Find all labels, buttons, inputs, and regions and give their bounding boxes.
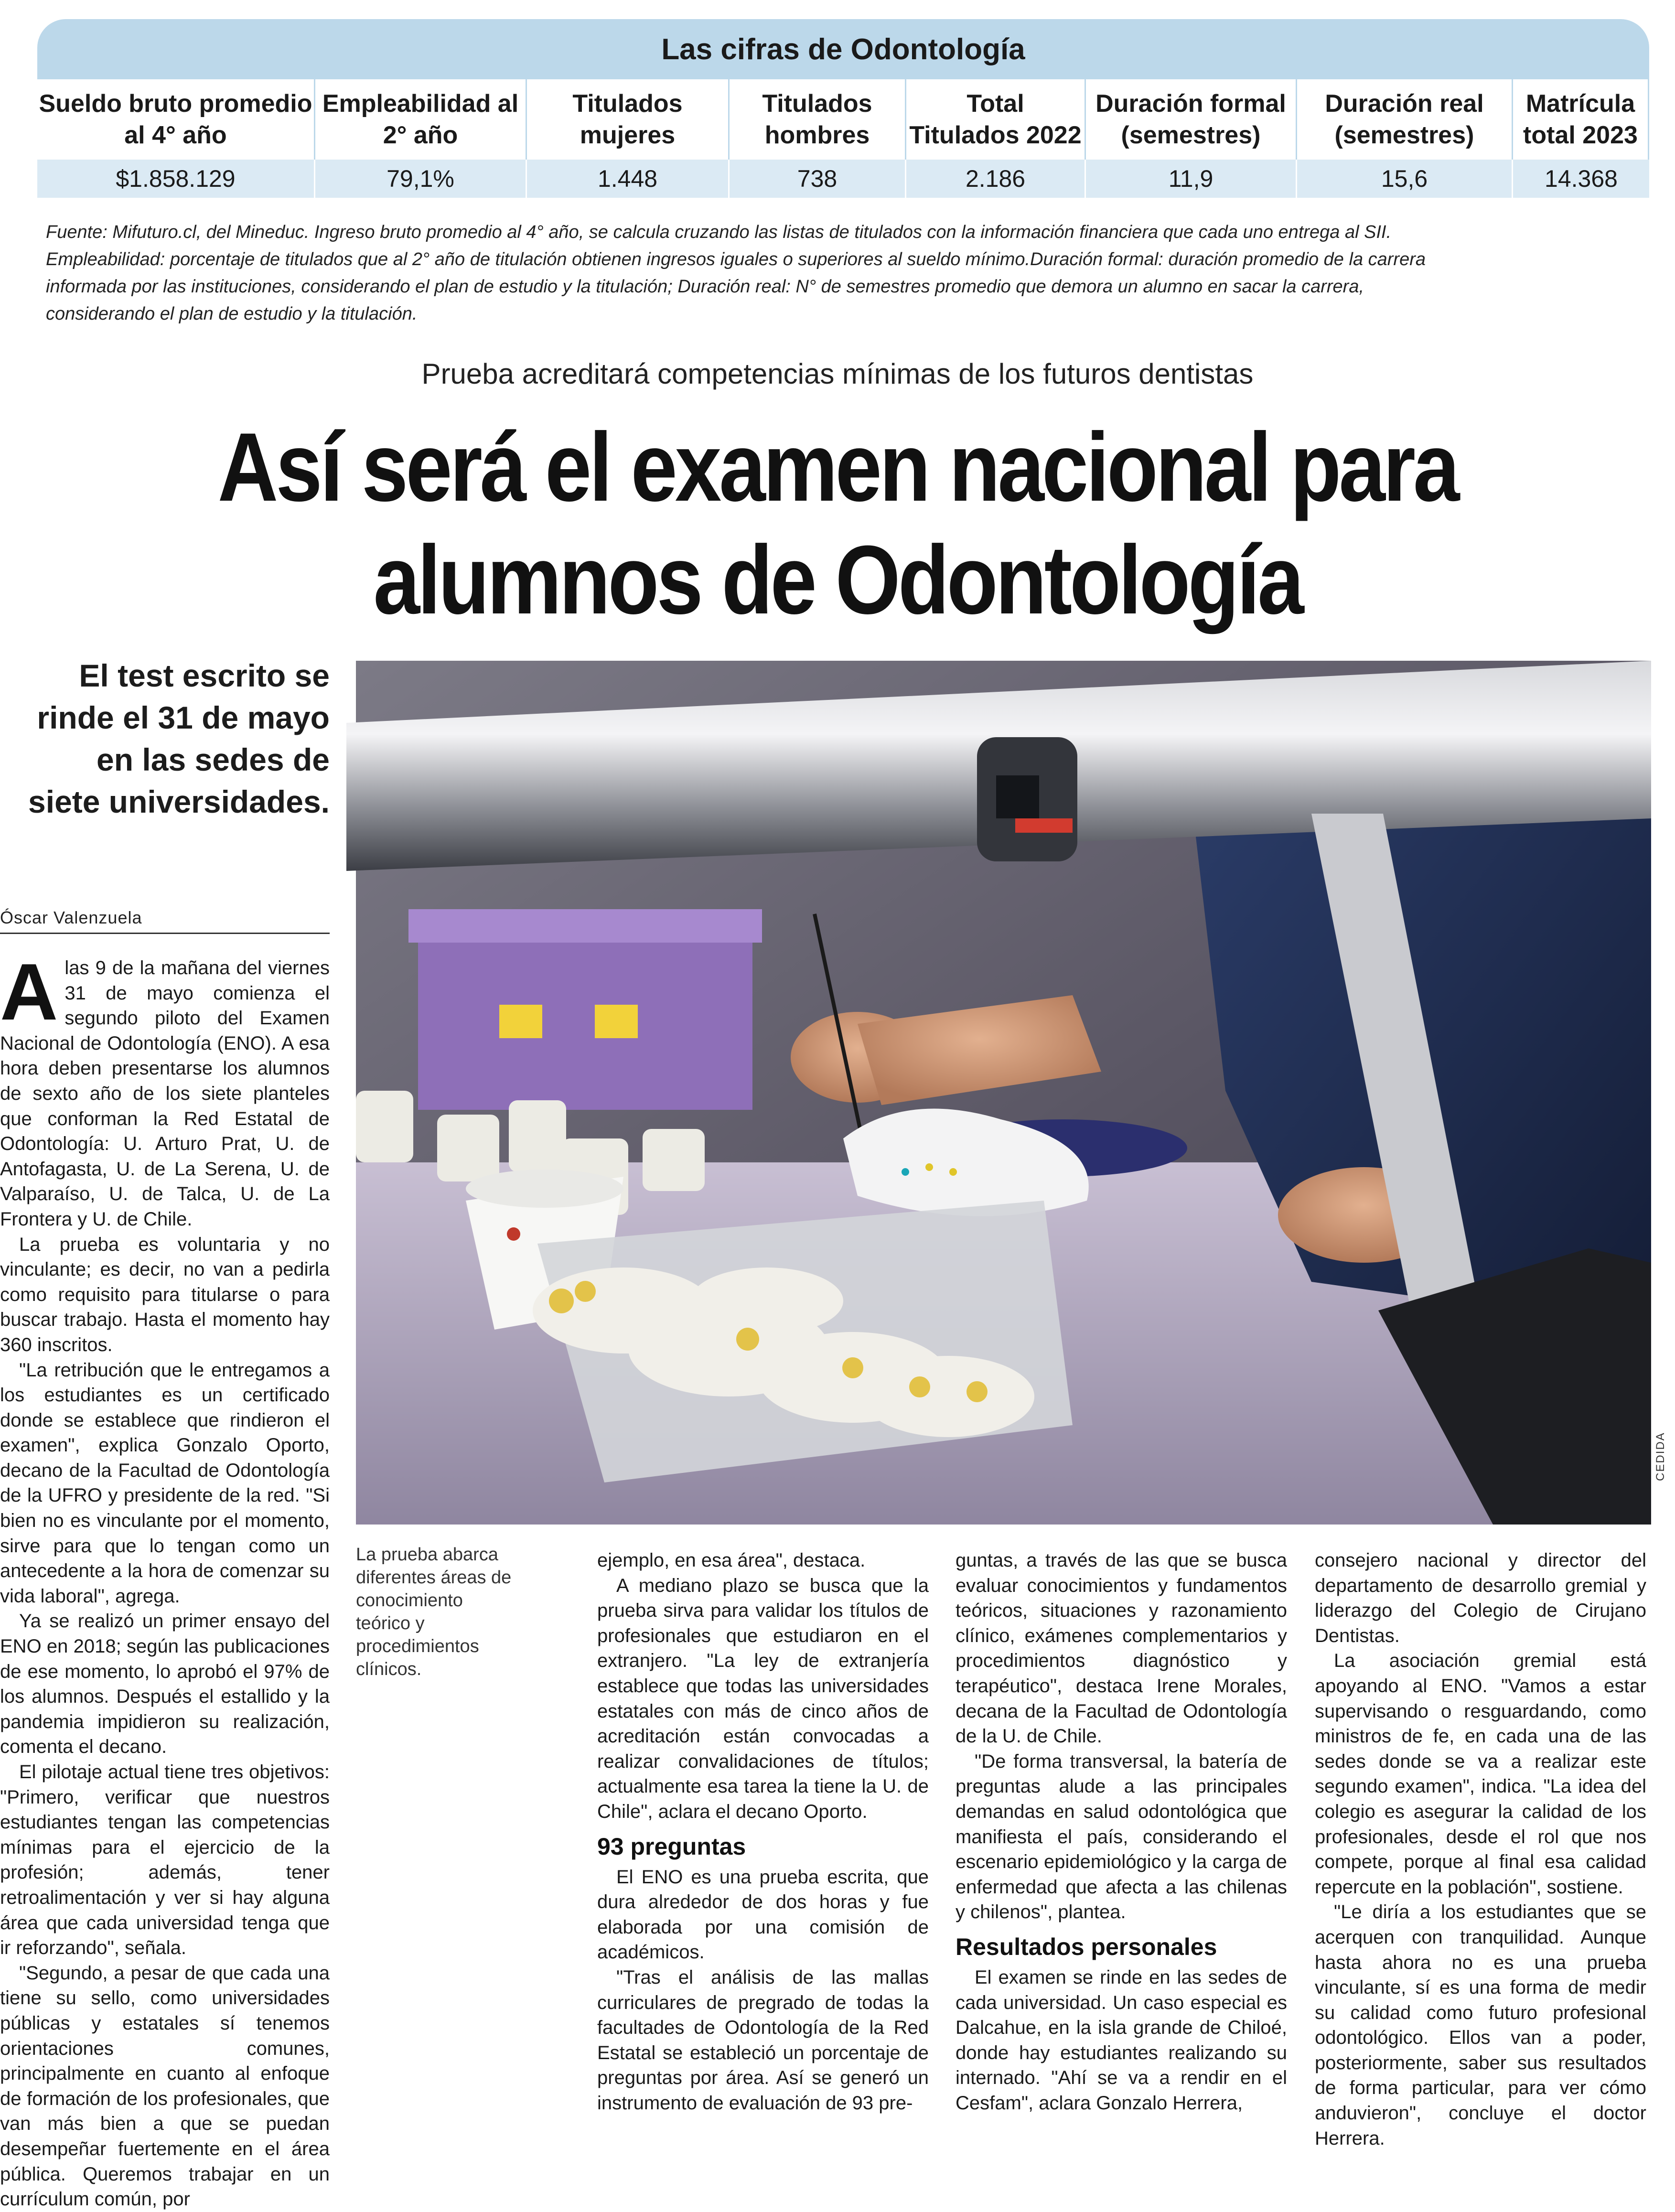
stats-header: Titulados hombres <box>730 79 906 160</box>
article-paragraph: La prueba es voluntaria y no vinculante; es decir, no van a pedirla como requisito para titularse o para buscar trabajo. Hasta el momento hay 360 inscritos. <box>0 1234 330 1355</box>
article-paragraph: ejemplo, en esa área", destaca. <box>597 1550 866 1571</box>
stats-header: Total Titulados 2022 <box>906 79 1086 160</box>
drop-cap: A <box>0 947 58 1037</box>
article-paragraph: "De forma transversal, la batería de preguntas alude a las principales demandas en salud odontológica que manifiesta el país, considerando el escenario epidemiológico y la carga de enfermedad que afecta a las chilenas y chilenos", plantea. <box>956 1750 1287 1923</box>
dental-lab-illustration <box>356 661 1651 1525</box>
article-kicker: Prueba acreditará competencias mínimas de los futuros dentistas <box>421 358 1254 390</box>
article-paragraph: "La retribución que le entregamos a los estudiantes es un certificado donde se establece que rindieron el examen", explica Gonzalo Oporto, decano de la Facultad de Odontología de la UFRO y presidente de la red. "Si bien no es vinculante por el momento, sirve para que lo tengan como un antecedente a la hora de comenzar su vida laboral", agrega. <box>0 1359 330 1607</box>
stats-value: 738 <box>730 160 906 198</box>
article-paragraph: El ENO es una prueba escrita, que dura alrededor de dos horas y fue elaborada por una comisión de académicos. <box>597 1866 929 1963</box>
article-column-4 <box>1315 1548 1646 2151</box>
stats-title: Las cifras de Odontología <box>37 19 1649 79</box>
stats-header: Duración formal (semestres) <box>1086 79 1297 160</box>
article-paragraph: Alas 9 de la mañana del viernes 31 de mayo comienza el segundo piloto del Examen Nacional de Odontología (ENO). A esa hora deben presentarse los alumnos de sexto año de los siete planteles que conforman la Red Estatal de Odontología: U. Arturo Prat, U. de Antofagasta, U. de La Serena, U. de Valparaíso, U. de Talca, U. de La Frontera y U. de Chile. <box>0 947 330 1230</box>
stats-source-note: Fuente: Mifuturo.cl, del Mineduc. Ingreso bruto promedio al 4° año, se calcula cruzando las listas de titulados con la información financiera que cada uno entrega al SII. Empleabilidad: porcentaje de titulados que al 2° año de titulación obtienen ingresos iguales o superiores al sueldo mínimo.Duración formal: duración promedio de la carrera informada por las instituciones, considerando el plan de estudio y la titulación; Duración real: N° de semestres promedio que demora un alumno en sacar la carrera, considerando el plan de estudio y la titulación. <box>46 222 1426 324</box>
stats-value: 11,9 <box>1086 160 1297 198</box>
stats-value: 79,1% <box>315 160 527 198</box>
article-photo <box>356 661 1651 1525</box>
article-paragraph: La asociación gremial está apoyando al ENO. "Vamos a estar supervisando o resguardando, como ministros de fe, en cada una de las sedes donde se va a realizar este segundo examen", indica. "La idea del colegio es asegurar la calidad de los profesionales, desde el rol que nos compete, porque al final esa calidad repercute en la población", sostiene. <box>1315 1650 1646 1898</box>
stats-header: Empleabilidad al 2° año <box>315 79 527 160</box>
article-paragraph: El pilotaje actual tiene tres objetivos: "Primero, verificar que nuestros estudiantes tengan las competencias mínimas para el ejercicio de la profesión; además, tener retroalimentación y ver si hay alguna área que cada universidad tenga que ir reforzando", señala. <box>0 1761 330 1959</box>
stats-header: Sueldo bruto promedio al 4° año <box>37 79 315 160</box>
article-headline: Así será el examen nacional para alumnos de Odontología <box>217 413 1458 634</box>
stats-grid <box>37 79 1649 198</box>
article-paragraph: El examen se rinde en las sedes de cada universidad. Un caso especial es Dalcahue, en la isla grande de Chiloé, donde hay estudiantes realizando su internado. "Ahí se va a rendir en el Cesfam", aclara Gonzalo Herrera, <box>956 1966 1287 2114</box>
stats-value: 2.186 <box>906 160 1086 198</box>
photo-caption: La prueba abarca diferentes áreas de conocimiento teórico y procedimientos clínicos. <box>356 1545 512 1679</box>
article-paragraph: "Le diría a los estudiantes que se acerquen con tranquilidad. Aunque hasta ahora no es una prueba vinculante, sí es una forma de medir su calidad como futuro profesional odontológico. Ellos van a poder, posteriormente, saber sus resultados de forma particular, para ver cómo anduvieron", concluye el doctor Herrera. <box>1315 1901 1646 2149</box>
stats-header: Matrícula total 2023 <box>1513 79 1649 160</box>
article-column-2 <box>597 1548 929 2115</box>
article-byline: Óscar Valenzuela <box>0 908 330 934</box>
article-paragraph: guntas, a través de las que se busca evaluar conocimientos y fundamentos teóricos, situaciones y razonamiento clínico, exámenes complementarios y procedimientos diagnóstico y terapéutico", destaca Irene Morales, decana de la Facultad de Odontología de la U. de Chile. <box>956 1550 1287 1747</box>
section-subhead: Resultados personales <box>956 1933 1217 1960</box>
article-paragraph: "Segundo, a pesar de que cada una tiene su sello, como universidades públicas y estatales sí tenemos orientaciones comunes, principalmente en cuanto al enfoque de formación de los profesionales, que van más bien a que se puedan desempeñar fuertemente en el área pública. Queremos trabajar en un currículum común, por <box>0 1962 330 2210</box>
stats-header: Duración real (semestres) <box>1297 79 1513 160</box>
stats-table <box>37 19 1649 328</box>
article-lead: El test escrito se rinde el 31 de mayo en las sedes de siete universidades. <box>28 658 330 819</box>
article-paragraph: A mediano plazo se busca que la prueba sirva para validar los títulos de profesionales que estudiaron en el extranjero. "La ley de extranjería establece que todas las universidades estatales con más de cinco años de acreditación están convocadas a realizar convalidaciones de títulos; actualmente esa tarea la tiene la U. de Chile", aclara el decano Oporto. <box>597 1575 929 1822</box>
article-paragraph: consejero nacional y director del departamento de desarrollo gremial y liderazgo del Colegio de Cirujano Dentistas. <box>1315 1550 1646 1646</box>
stats-value: 15,6 <box>1297 160 1513 198</box>
stats-value: 1.448 <box>527 160 730 198</box>
stats-header: Titulados mujeres <box>527 79 730 160</box>
article-column-3 <box>956 1548 1287 2115</box>
section-subhead: 93 preguntas <box>597 1833 746 1860</box>
stats-value: 14.368 <box>1513 160 1649 198</box>
article-paragraph: "Tras el análisis de las mallas curriculares de pregrado de todas la facultades de Odontología de la Red Estatal se estableció un porcentaje de preguntas por área. Así se generó un instrumento de evaluación de 93 pre- <box>597 1966 929 2114</box>
stats-value: $1.858.129 <box>37 160 315 198</box>
article-paragraph: Ya se realizó un primer ensayo del ENO en 2018; según las publicaciones de ese momento, lo aprobó el 97% de los alumnos. Después el estallido y la pandemia impidieron su realización, comenta el decano. <box>0 1611 330 1758</box>
article-column-1 <box>0 947 330 2212</box>
photo-credit: CEDIDA <box>1654 1432 1667 1481</box>
